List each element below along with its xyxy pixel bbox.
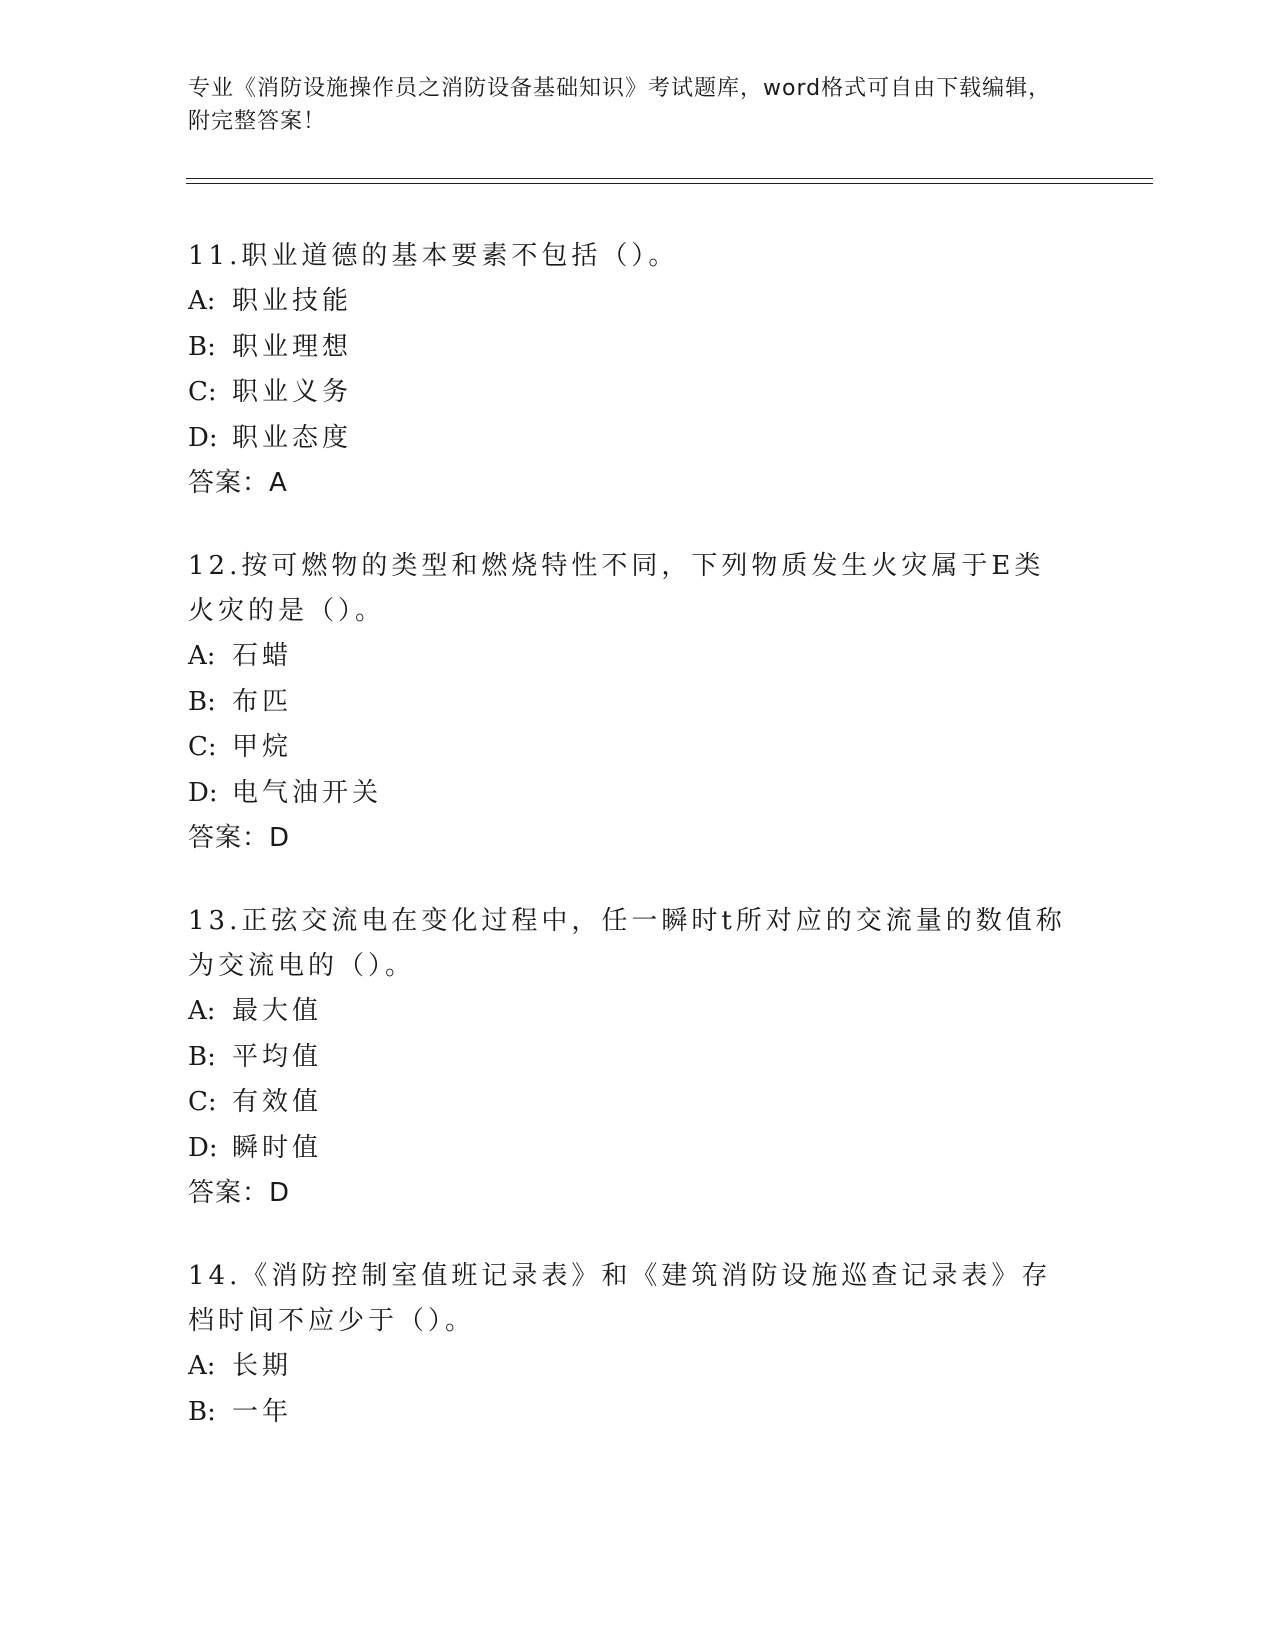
- option-text: 职业技能: [232, 286, 353, 316]
- option-text: 职业理想: [232, 331, 353, 362]
- document-header: 专业《消防设施操作员之消防设备基础知识》考试题库，word格式可自由下载编辑，附完整答案！: [188, 76, 1052, 134]
- option-letter: B:: [188, 686, 216, 717]
- option-text: 甲烷: [232, 732, 293, 762]
- option-letter: B:: [188, 331, 216, 362]
- option-text: 布匹: [232, 686, 293, 717]
- option-a: [188, 989, 1068, 1035]
- option-letter: C:: [188, 377, 217, 407]
- option-letter: A:: [188, 641, 216, 671]
- answer-line: 答案：D: [188, 1178, 291, 1208]
- option-text: 有效值: [232, 1087, 323, 1117]
- option-text: 瞬时值: [232, 1132, 323, 1163]
- option-text: 平均值: [232, 1041, 323, 1072]
- answer-line: 答案：A: [188, 468, 288, 498]
- option-b: [188, 1390, 1068, 1436]
- question-stem: 14.《消防控制室值班记录表》和《建筑消防设施巡查记录表》存档时间不应少于（）。: [188, 1261, 1052, 1336]
- option-text: 职业态度: [232, 422, 353, 453]
- option-a: [188, 1344, 1068, 1390]
- option-d: [188, 416, 1068, 462]
- option-text: 一年: [232, 1396, 293, 1427]
- option-b: [188, 325, 1068, 371]
- option-d: [188, 771, 1068, 817]
- header-divider: [186, 178, 1153, 184]
- option-text: 长期: [232, 1351, 293, 1381]
- option-letter: D:: [188, 777, 218, 808]
- option-a: [188, 279, 1068, 325]
- option-letter: C:: [188, 1087, 217, 1117]
- question-stem: 11.职业道德的基本要素不包括（）。: [188, 241, 679, 271]
- option-d: [188, 1126, 1068, 1172]
- question-14: [188, 1254, 1068, 1435]
- option-text: 石蜡: [232, 641, 293, 671]
- option-a: [188, 634, 1068, 680]
- question-list: [188, 234, 1068, 1473]
- question-12: [188, 544, 1068, 861]
- option-letter: C:: [188, 732, 217, 762]
- question-11: [188, 234, 1068, 506]
- option-c: [188, 1080, 1068, 1126]
- option-b: [188, 680, 1068, 726]
- option-text: 电气油开关: [232, 777, 383, 808]
- option-text: 最大值: [232, 996, 323, 1026]
- option-letter: B:: [188, 1041, 216, 1072]
- option-letter: D:: [188, 1132, 218, 1163]
- option-c: [188, 725, 1068, 771]
- option-letter: A:: [188, 286, 216, 316]
- option-letter: A:: [188, 996, 216, 1026]
- question-stem: 12.按可燃物的类型和燃烧特性不同，下列物质发生火灾属于E类火灾的是（）。: [188, 551, 1045, 626]
- question-13: [188, 899, 1068, 1216]
- answer-line: 答案：D: [188, 823, 291, 853]
- option-letter: D:: [188, 422, 218, 453]
- option-text: 职业义务: [232, 377, 353, 407]
- option-c: [188, 370, 1068, 416]
- question-stem: 13.正弦交流电在变化过程中，任一瞬时t所对应的交流量的数值称为交流电的（）。: [188, 906, 1066, 981]
- option-b: [188, 1035, 1068, 1081]
- option-letter: A:: [188, 1351, 216, 1381]
- option-letter: B:: [188, 1396, 216, 1427]
